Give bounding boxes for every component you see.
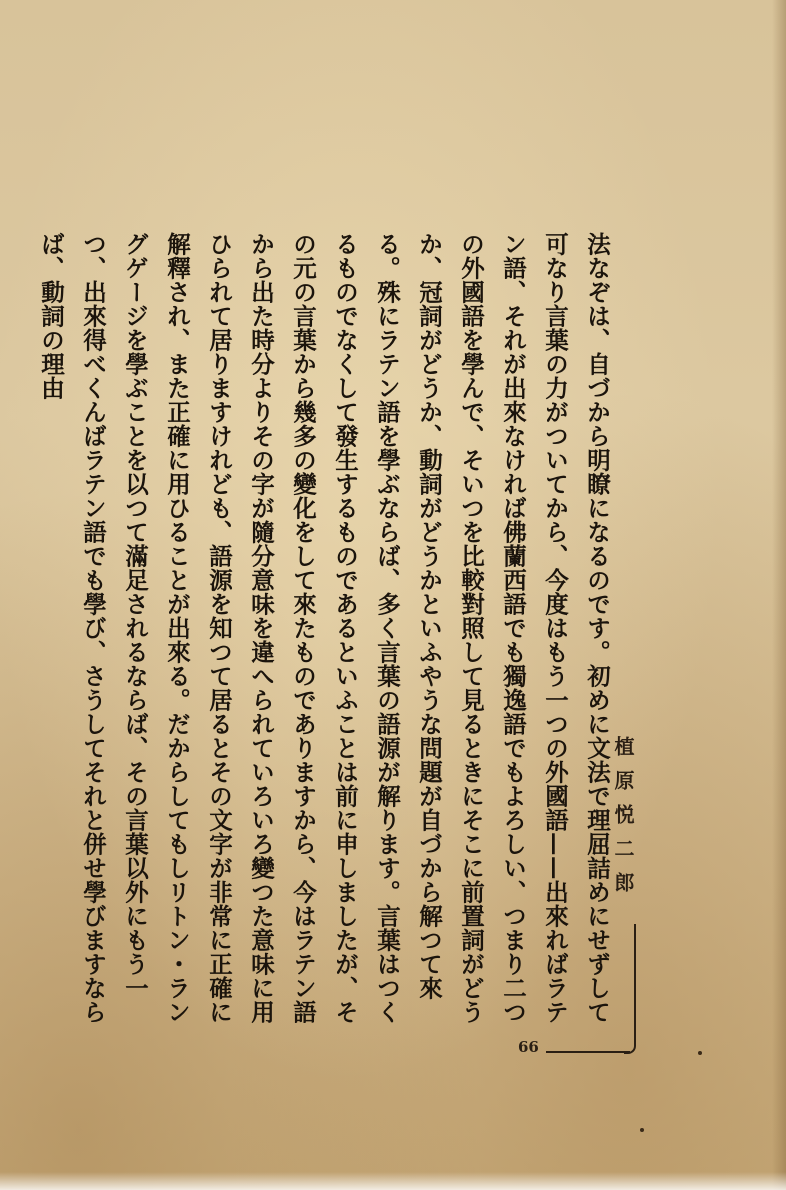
page-number: 66 <box>518 1038 539 1056</box>
body-text <box>37 232 618 1032</box>
ink-speck <box>640 1128 644 1132</box>
author-bracket <box>624 924 636 1054</box>
ink-speck <box>698 1051 702 1055</box>
page-number-rule <box>546 1051 630 1053</box>
author-name: 植原悦二郎 <box>611 736 635 906</box>
page-edge-shadow <box>772 0 786 1190</box>
page-bottom-edge <box>0 1172 786 1190</box>
paragraph: 法なぞは、自づから明瞭になるのです。初めに文法で理屈詰めにせずして可なり言葉の力がついてから、今度はもう一つの外國語——出來ればラテン語、それが出來なければ佛蘭西語でも獨逸語でもよろしい、つまり二つの外國語を學んで、そいつを比較對照して見るときにそこに前置詞がどうか、冠詞がどうか、動詞がどうかといふやうな問題が自づから解つて來る。殊にラテン語を學ぶならば、多く言葉の語源が解ります。言葉はつくるものでなくして發生するものであるといふことは前に申しましたが、その元の言葉から幾多の變化をして來たものでありますから、今はラテン語から出た時分よりその字が隨分意味を違へられていろいろ變つた意味に用ひられて居りますけれども、語源を知つて居るとその文字が非常に正確に解釋され、また正確に用ひることが出來る。だからしてもしリトン・ラングゲージを學ぶことを以つて滿足されるならば、その言葉以外にもう一つ、出來得べくんばラテン語でも學び、さうしてそれと併せ學びますならば、動詞の理由 <box>37 232 611 1024</box>
